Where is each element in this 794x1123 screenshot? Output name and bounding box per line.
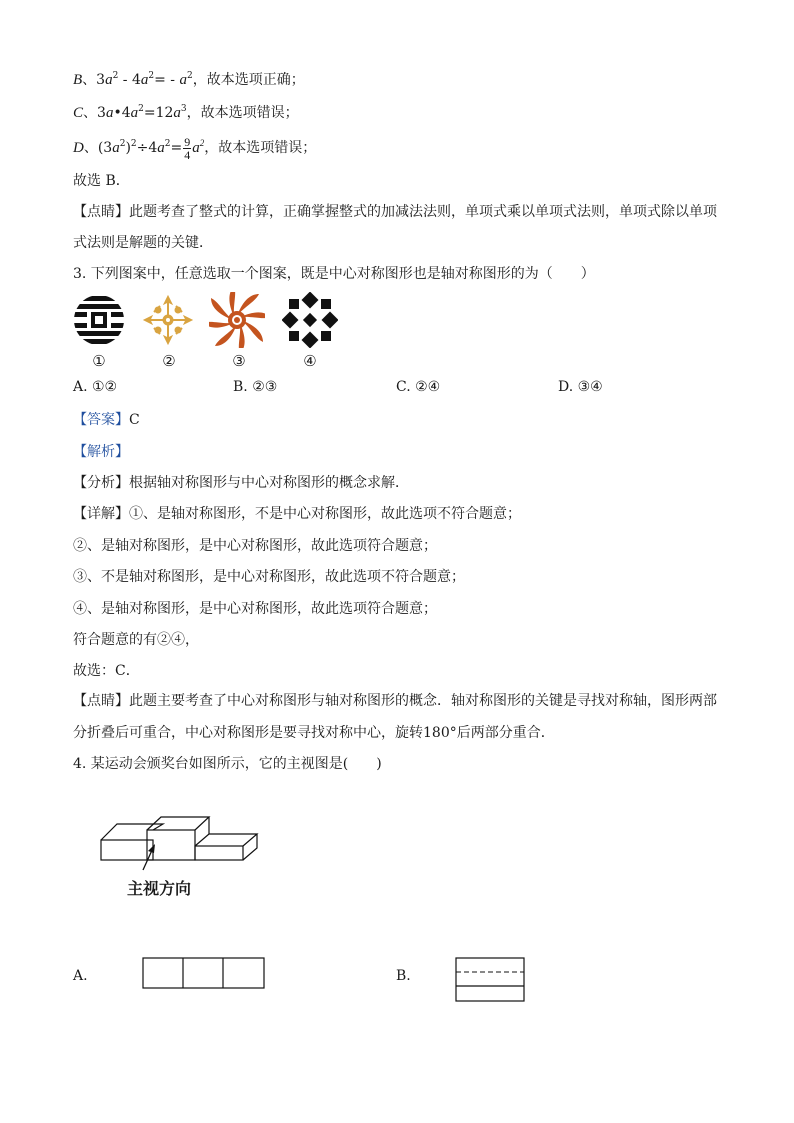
option-b: B. ②③	[233, 379, 278, 395]
option-a: A. ①②	[73, 379, 118, 395]
option-b-verdict: ，故本选项正确；	[192, 72, 305, 88]
option-b-solution	[73, 66, 305, 90]
pattern-1-label: ①	[92, 352, 106, 370]
option-c: C. ②④	[396, 379, 441, 395]
option-c-verdict: ，故本选项错误；	[186, 105, 299, 121]
fraction	[183, 136, 191, 161]
option-d-expression: D、$(3a^2)^2\div 4a^2=$	[73, 139, 183, 156]
option-c-expression: C、$3a•4a^2=12a^3$	[73, 104, 187, 121]
pattern-3-label: ③	[232, 352, 246, 370]
q4-option-b-label: B.	[396, 968, 411, 984]
prev-comment-line-1	[73, 202, 717, 222]
option-c-solution	[73, 99, 299, 123]
pattern-4-label: ④	[303, 352, 317, 370]
question-3-stem: 3. 下列图案中，任意选取一个图案，既是中心对称图形也是轴对称图形的为（ ）	[73, 266, 595, 282]
answer-value: C	[129, 412, 140, 428]
analysis-text: 根据轴对称图形与中心对称图形的概念求解．	[129, 475, 409, 491]
pattern-3-figure	[209, 292, 265, 348]
direction-label: 主视方向	[127, 879, 192, 898]
option-d-solution	[73, 133, 316, 161]
detail-line-1	[73, 504, 521, 524]
pattern-2-figure	[140, 292, 196, 348]
question-4-stem: 4. 某运动会颁奖台如图所示，它的主视图是( )	[73, 756, 382, 772]
detail-line-3: ③、不是轴对称图形，是中心对称图形，故此选项不符合题意；	[73, 569, 465, 585]
prev-comment-line-2: 式法则是解题的关键．	[73, 235, 213, 251]
analysis-line	[73, 473, 409, 493]
q4-option-a-label: A.	[73, 968, 88, 984]
detail-line-5: 符合题意的有②④，	[73, 632, 199, 648]
option-b-expression: B、$3a^2 - 4a^2= - a^2$	[73, 71, 193, 88]
analysis-head: 【分析】	[73, 475, 129, 491]
prev-conclusion: 故选 B．	[73, 173, 130, 189]
q4-option-a-figure	[142, 957, 266, 990]
fraction-denominator: 4	[184, 147, 191, 162]
comment-text: 此题考查了整式的计算，正确掌握整式的加减法法则，单项式乘以单项式法则，单项式除以单项	[129, 204, 717, 220]
q3-comment-line-2: 分折叠后可重合，中心对称图形是要寻找对称中心，旋转180°后两部分重合．	[73, 725, 555, 741]
analysis-tag: 【解析】	[73, 444, 129, 460]
detail-head: 【详解】	[73, 506, 129, 522]
comment-tag: 【点睛】	[73, 204, 129, 220]
q3-comment-line-1	[73, 691, 717, 711]
option-d: D. ③④	[558, 379, 603, 395]
answer-line	[73, 410, 140, 430]
q4-option-b-figure	[455, 957, 527, 1003]
fraction-numerator: 9	[184, 134, 191, 149]
detail-text: ①、是轴对称图形，不是中心对称图形，故此选项不符合题意；	[129, 506, 521, 522]
comment-tag: 【点睛】	[73, 693, 129, 709]
pattern-2-label: ②	[162, 352, 176, 370]
podium-figure	[95, 812, 270, 874]
option-d-variable: $a^2$	[192, 138, 205, 156]
detail-line-6: 故选：C．	[73, 663, 140, 679]
option-d-verdict: ，故本选项错误；	[204, 140, 317, 156]
detail-line-4: ④、是轴对称图形，是中心对称图形，故此选项符合题意；	[73, 601, 437, 617]
comment-text: 此题主要考查了中心对称图形与轴对称图形的概念．轴对称图形的关键是寻找对称轴，图形两部	[129, 693, 717, 709]
pattern-1-figure	[73, 294, 125, 346]
answer-tag: 【答案】	[73, 412, 129, 428]
detail-line-2: ②、是轴对称图形，是中心对称图形，故此选项符合题意；	[73, 538, 437, 554]
pattern-4-figure	[282, 292, 338, 348]
